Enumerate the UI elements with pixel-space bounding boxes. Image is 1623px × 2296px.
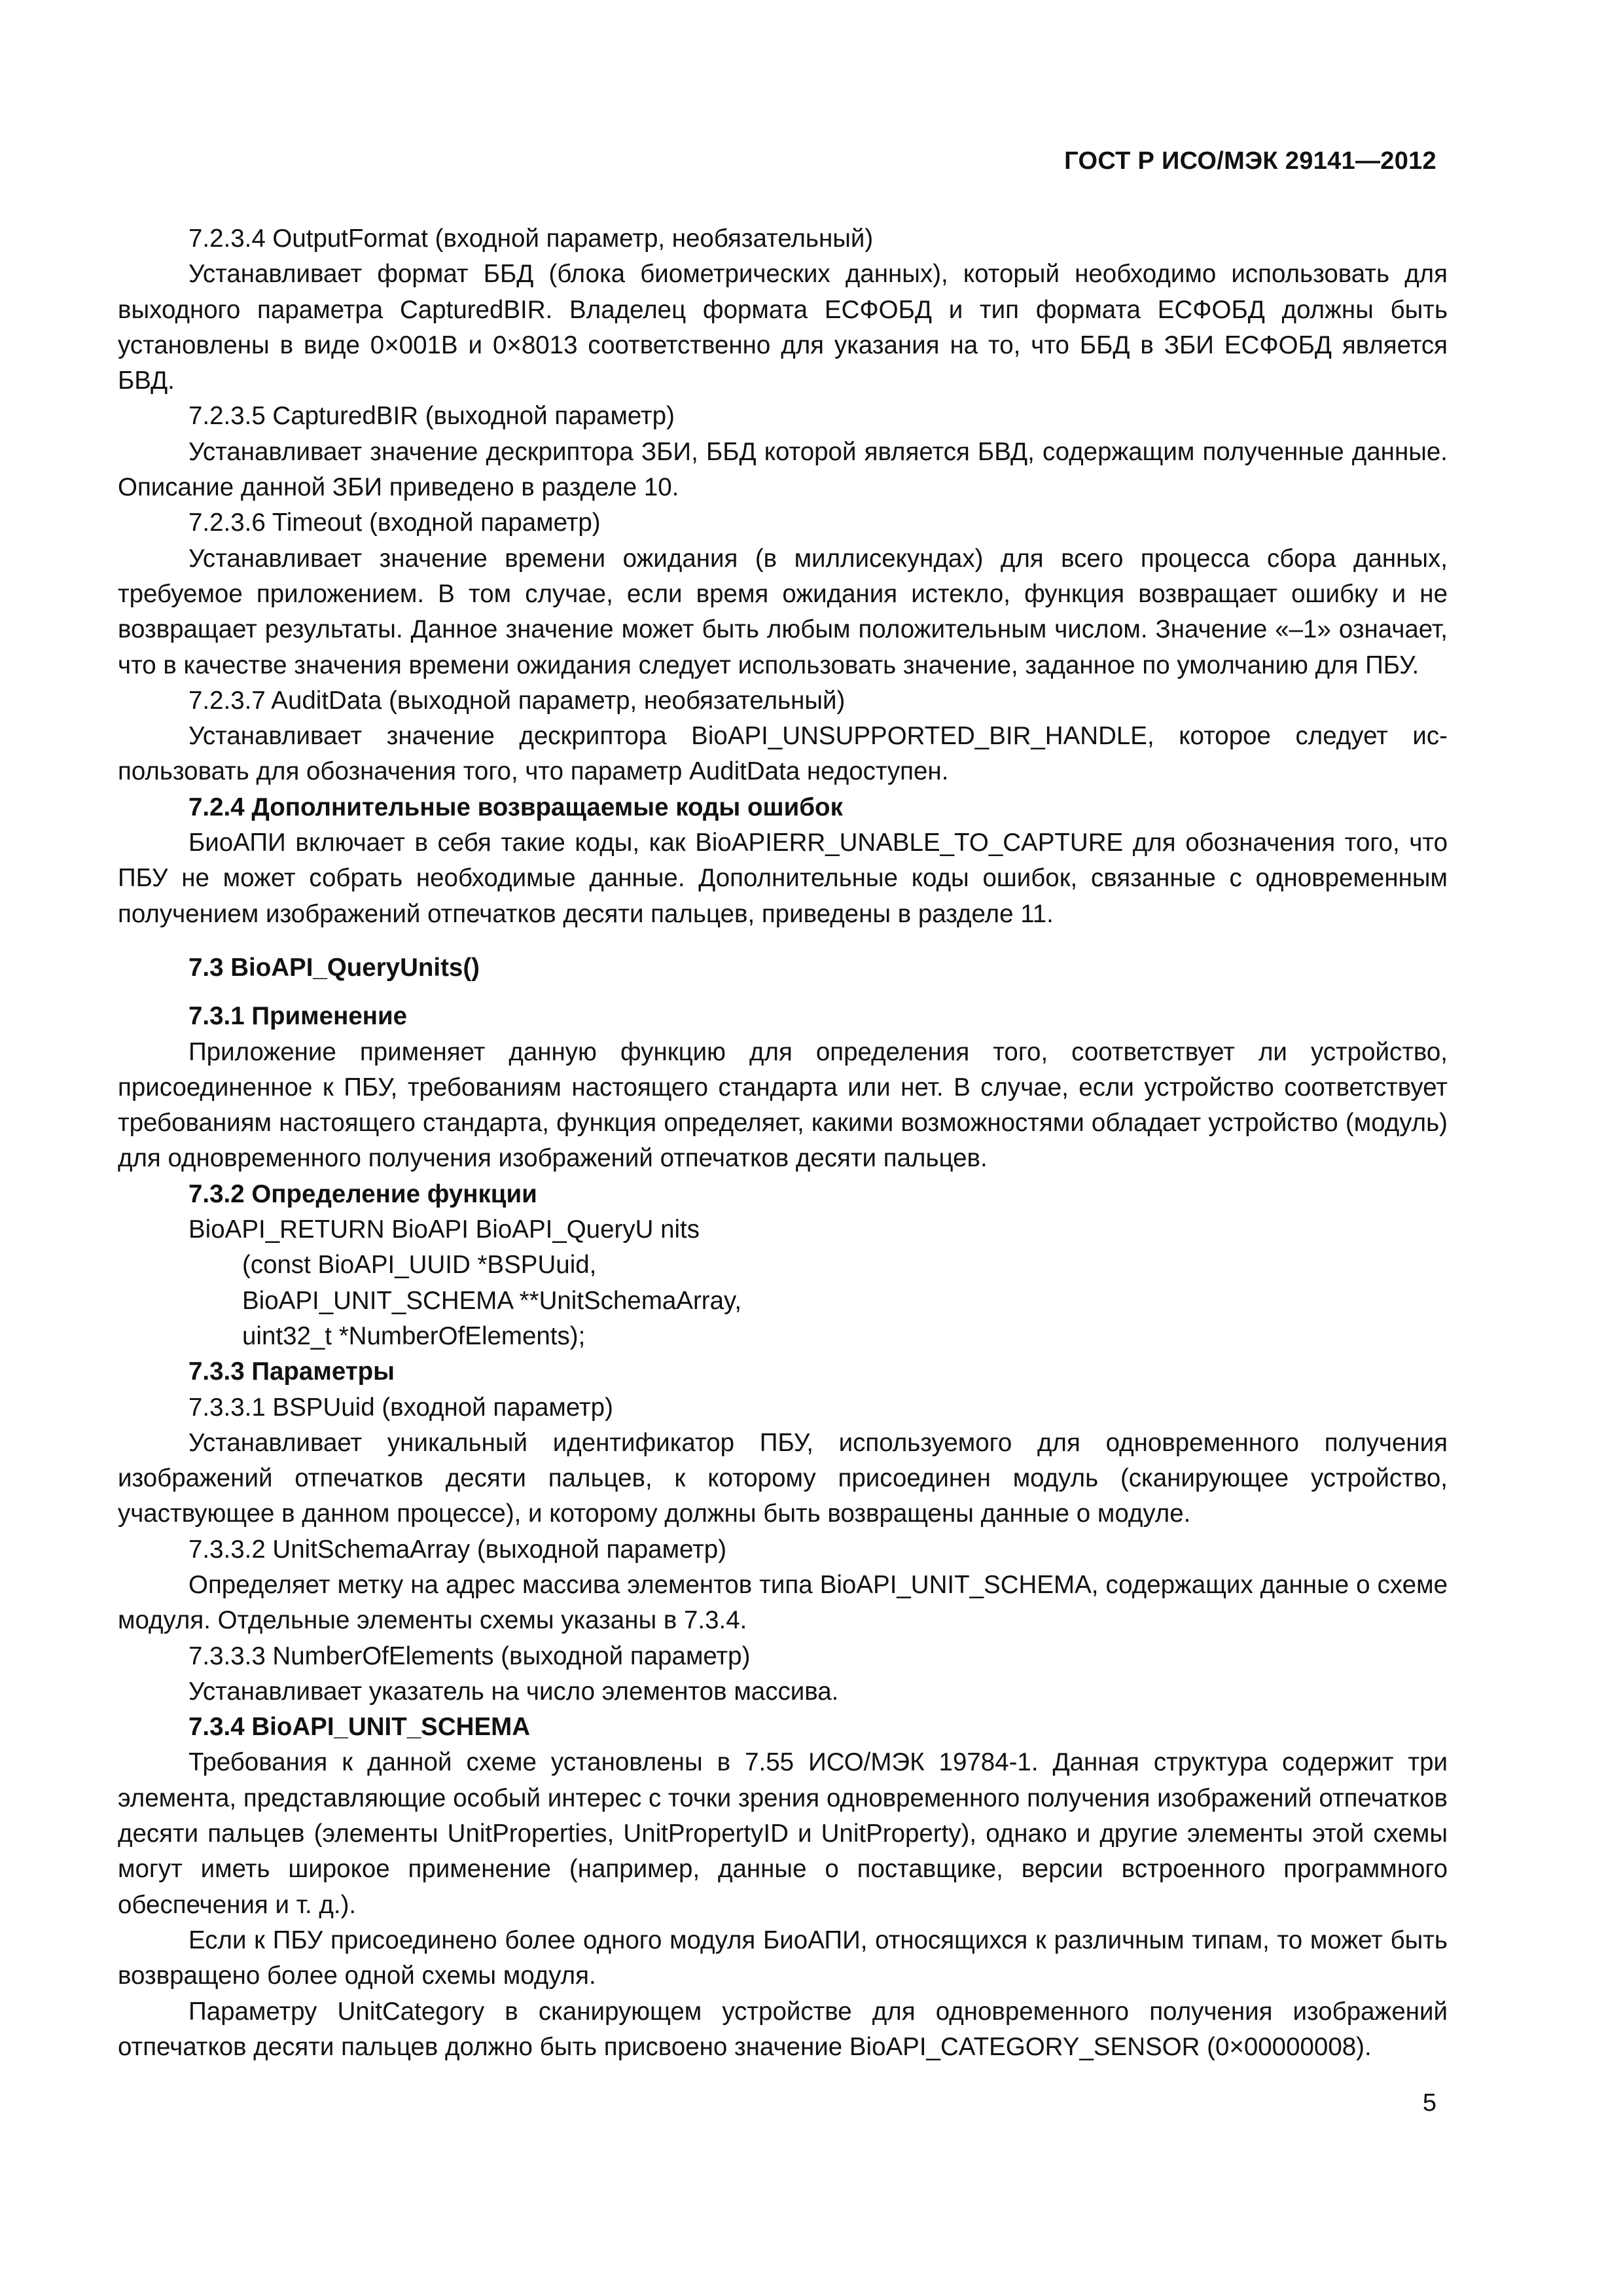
clause-7-2-3-5-text: Устанавливает значение дескриптора ЗБИ, ББД которой является БВД, содержащим полученные данные. Описание данной ЗБИ приведено в разделе 10.: [118, 437, 1448, 502]
section-7-3-heading: 7.3 BioAPI_QueryUnits(): [188, 953, 480, 982]
clause-7-3-4-heading: 7.3.4 BioAPI_UNIT_SCHEMA: [188, 1713, 531, 1742]
function-signature-line-3: BioAPI_UNIT_SCHEMA **UnitSchemaArray,: [242, 1286, 742, 1315]
clause-7-3-4-text-2: Если к ПБУ присоединено более одного модуля БиоАПИ, относящихся к различным типам, то может быть возвращено более одной схемы модуля.: [118, 1926, 1448, 1990]
clause-7-2-3-7-title: 7.2.3.7 AuditData (выходной параметр, необязательный): [188, 686, 846, 715]
clause-7-3-3-2-title: 7.3.3.2 UnitSchemaArray (выходной параметр): [188, 1535, 727, 1564]
clause-7-2-4-text: БиоАПИ включает в себя такие коды, как BioAPIERR_UNABLE_TO_CAPTURE для обозначения того, что ПБУ не может собрать необходимые данные. Дополнительные коды ошибок, связанные с одновременным получением изображений отпечатков десяти пальцев, приведены в разделе 11.: [118, 829, 1448, 928]
clause-7-3-3-2-text: Определяет метку на адрес массива элементов типа BioAPI_UNIT_SCHEMA, содержащих данные о схеме модуля. Отдельные элементы схемы указаны в 7.3.4.: [118, 1570, 1448, 1635]
clause-7-2-3-7-text: Устанавливает значение дескриптора BioAPI_UNSUPPORTED_BIR_HANDLE, которое следует использовать для обозначения того, что параметр AuditData недоступен.: [118, 722, 1448, 786]
function-signature-line-4: uint32_t *NumberOfElements);: [242, 1321, 586, 1350]
clause-7-2-4-heading: 7.2.4 Дополнительные возвращаемые коды ошибок: [188, 793, 843, 821]
clause-7-3-4-text-3: Параметру UnitCategory в сканирующем устройстве для одновременного получения изображений отпечатков десяти пальцев должно быть присвоено значение BioAPI_CATEGORY_SENSOR (0×00000008).: [118, 1997, 1448, 2061]
clause-7-3-1-text: Приложение применяет данную функцию для определения того, соответствует ли устройство, присоединенное к ПБУ, требованиям настоящего стандарта или нет. В случае, если устройство соответствует требованиям настоящего стандарта, функция определяет, какими возможностями обладает устройство (модуль) для одновременного получения изображений отпечатков десяти пальцев.: [118, 1037, 1448, 1173]
document-header: ГОСТ Р ИСО/МЭК 29141—2012: [1064, 147, 1436, 175]
clause-7-3-3-1-title: 7.3.3.1 BSPUuid (входной параметр): [188, 1393, 613, 1422]
clause-7-3-1-heading: 7.3.1 Применение: [188, 1002, 408, 1031]
clause-7-3-3-3-text: Устанавливает указатель на число элементов массива.: [188, 1677, 839, 1706]
clause-7-3-3-3-title: 7.3.3.3 NumberOfElements (выходной параметр): [188, 1641, 751, 1670]
function-signature-line-1: BioAPI_RETURN BioAPI BioAPI_QueryU nits: [188, 1215, 700, 1244]
clause-7-3-3-1-text: Устанавливает уникальный идентификатор ПБУ, используемого для одновременного получения изображений отпечатков десяти пальцев, к которому присоединен модуль (сканирующее устройство, участвующее в данном процессе), и которому должны быть возвращены данные о модуле.: [118, 1428, 1448, 1528]
clause-7-3-4-text-1: Требования к данной схеме установлены в 7.55 ИСО/МЭК 19784-1. Данная структура содержит три элемента, представляющие особый интерес с точки зрения одновременного получения изображений отпечатков десяти пальцев (элементы UnitProperties, UnitPropertyID и UnitProperty), однако и другие элементы этой схемы могут иметь широкое применение (например, данные о поставщике, версии встроенного программного обеспечения и т. д.).: [118, 1748, 1448, 1919]
clause-7-3-2-heading: 7.3.2 Определение функции: [188, 1179, 537, 1208]
clause-7-2-3-5-title: 7.2.3.5 CapturedBIR (выходной параметр): [188, 402, 675, 431]
clause-7-2-3-4-text: Устанавливает формат ББД (блока биометрических данных), который необходимо использовать для выходного параметра CapturedBIR. Владелец формата ЕСФОБД и тип формата ЕСФОБД должны быть установлены в виде 0×001В и 0×8013 соответственно для указания на то, что ББД в ЗБИ ЕСФОБД является БВД.: [118, 260, 1448, 395]
function-signature-line-2: (const BioAPI_UUID *BSPUuid,: [242, 1251, 597, 1280]
clause-7-2-3-4-title: 7.2.3.4 OutputFormat (входной параметр, необязательный): [188, 224, 874, 253]
clause-7-3-3-heading: 7.3.3 Параметры: [188, 1357, 395, 1386]
clause-7-2-3-6-text: Устанавливает значение времени ожидания (в миллисекундах) для всего процесса сбора данных, требуемое приложением. В том случае, если время ожидания истекло, функция возвращает ошибку и не возвращает результаты. Данное значение может быть любым положительным числом. Значение «–1» означает, что в качестве значения времени ожидания следует использовать значение, заданное по умолчанию для ПБУ.: [118, 544, 1448, 679]
clause-7-2-3-6-title: 7.2.3.6 Timeout (входной параметр): [188, 509, 601, 537]
document-body: [118, 221, 1448, 2065]
page-number: 5: [1422, 2089, 1436, 2117]
